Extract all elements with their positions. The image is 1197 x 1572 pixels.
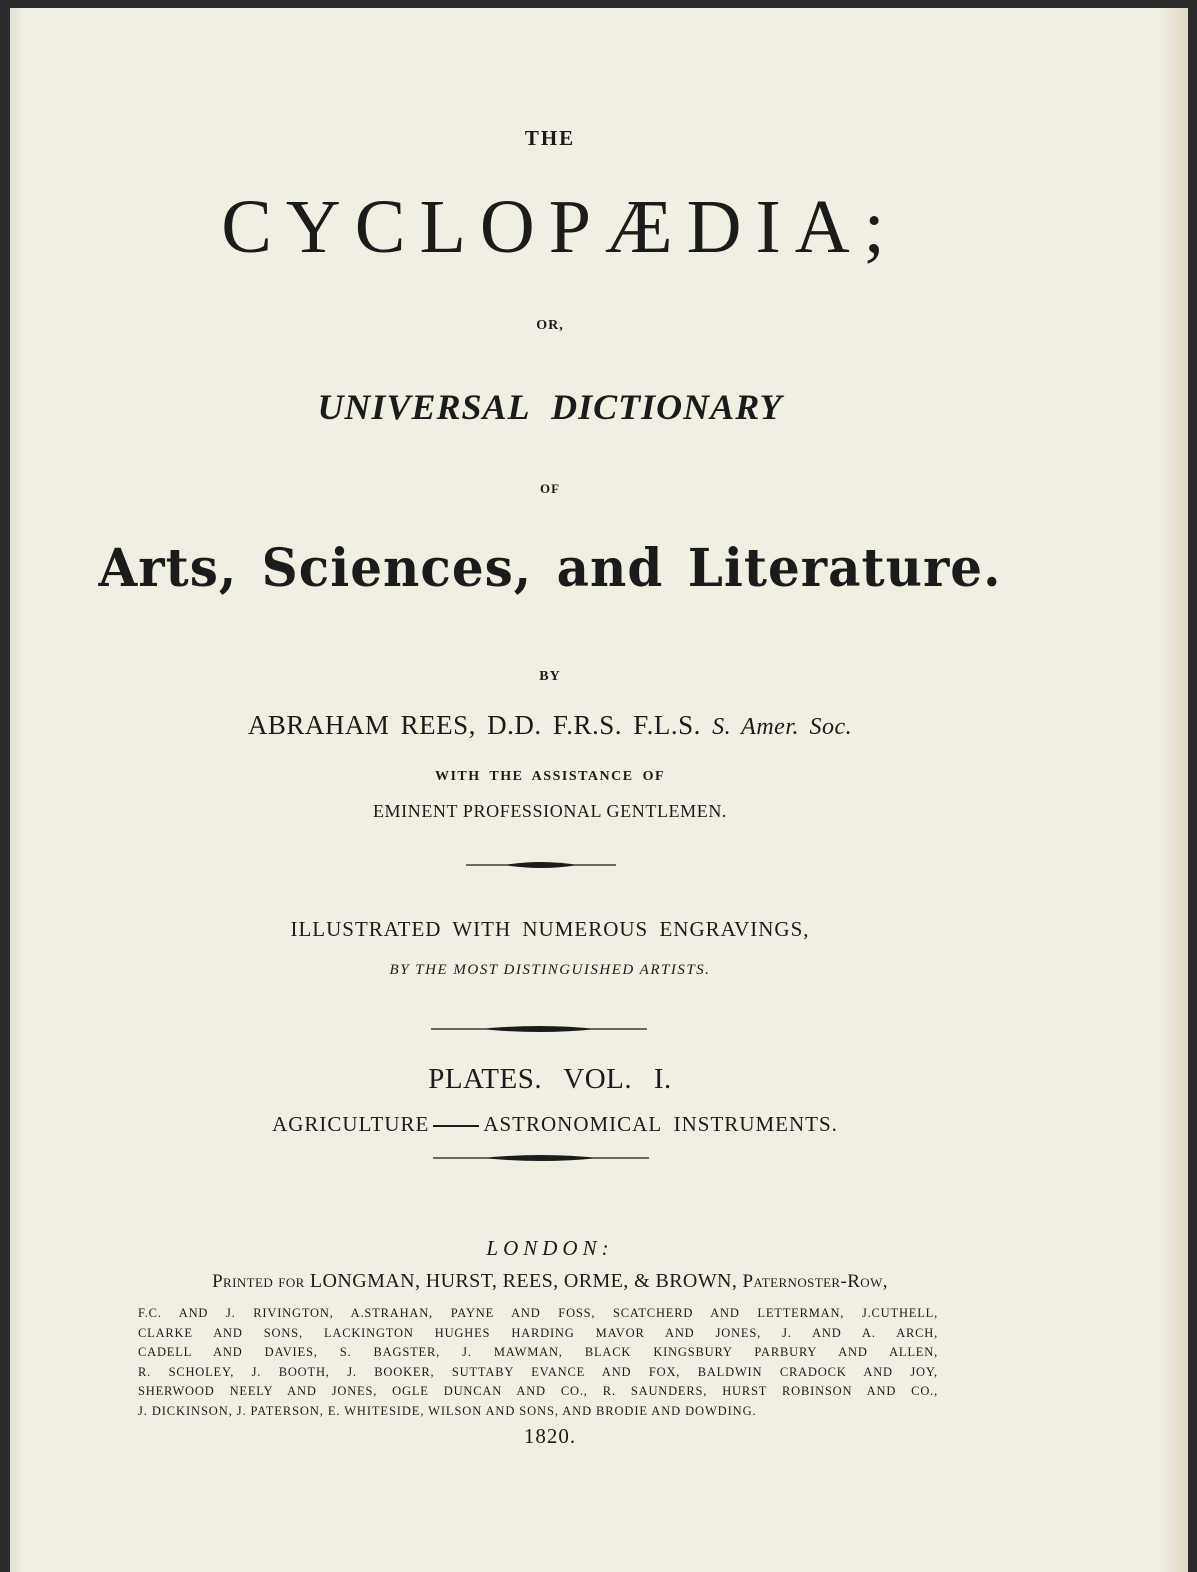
title-conjunction: OR, <box>536 318 564 333</box>
printed-prefix: Printed for <box>212 1271 305 1292</box>
illustrated-line: ILLUSTRATED WITH NUMEROUS ENGRAVINGS, <box>290 917 810 941</box>
eminent-line: EMINENT PROFESSIONAL GENTLEMEN. <box>372 801 728 821</box>
contents-start: AGRICULTURE <box>272 1112 430 1136</box>
contents-end: ASTRONOMICAL INSTRUMENTS. <box>483 1112 838 1136</box>
publisher-line: CADELL AND DAVIES, S. BAGSTER, J. MAWMAN, BLACK KINGSBURY PARBURY AND ALLEN, <box>138 1345 938 1360</box>
printed-address: Paternoster-Row, <box>742 1271 888 1292</box>
ornamental-rule-icon <box>433 1152 649 1164</box>
ornamental-rule-icon <box>431 1023 647 1035</box>
ornamental-rule-icon <box>466 859 616 871</box>
artists-line: BY THE MOST DISTINGUISHED ARTISTS. <box>389 962 711 978</box>
book-subtitle: UNIVERSAL DICTIONARY <box>317 387 783 427</box>
author <box>10 710 1090 741</box>
plates-volume: PLATES. VOL. I. <box>428 1063 672 1095</box>
subtitle-preposition: OF <box>539 481 561 496</box>
publisher-line: SHERWOOD NEELY AND JONES, OGLE DUNCAN AND CO., R. SAUNDERS, HURST ROBINSON AND CO., <box>138 1384 938 1399</box>
author-name: ABRAHAM REES, D.D. F.R.S. F.L.S. <box>247 710 701 740</box>
author-by: BY <box>539 669 561 684</box>
printed-names: LONGMAN, HURST, REES, ORME, & BROWN, <box>309 1270 738 1292</box>
publisher-line: R. SCHOLEY, J. BOOTH, J. BOOKER, SUTTABY EVANCE AND FOX, BALDWIN CRADOCK AND JOY, <box>138 1364 938 1379</box>
publisher-list <box>138 1304 938 1422</box>
title-article: THE <box>524 126 576 150</box>
volume-contents <box>10 1112 1100 1137</box>
title-page <box>10 8 1188 1572</box>
author-society: S. Amer. Soc. <box>712 714 853 740</box>
printed-for-line <box>10 1270 1090 1293</box>
publisher-line: J. DICKINSON, J. PATERSON, E. WHITESIDE, WILSON AND SONS, AND BRODIE AND DOWDING. <box>138 1403 757 1418</box>
publisher-line: F.C. AND J. RIVINGTON, A.STRAHAN, PAYNE AND FOSS, SCATCHERD AND LETTERMAN, J.CUTHELL, <box>138 1306 938 1320</box>
assistance-line: WITH THE ASSISTANCE OF <box>434 769 666 784</box>
book-title: CYCLOPÆDIA; <box>221 185 899 269</box>
publication-year: 1820. <box>523 1424 577 1448</box>
dash-icon <box>433 1125 479 1127</box>
book-subject: Arts, Sciences, and Literature. <box>98 536 1002 599</box>
publisher-line: CLARKE AND SONS, LACKINGTON HUGHES HARDING MAVOR AND JONES, J. AND A. ARCH, <box>138 1325 938 1340</box>
imprint-city: LONDON: <box>486 1236 614 1260</box>
